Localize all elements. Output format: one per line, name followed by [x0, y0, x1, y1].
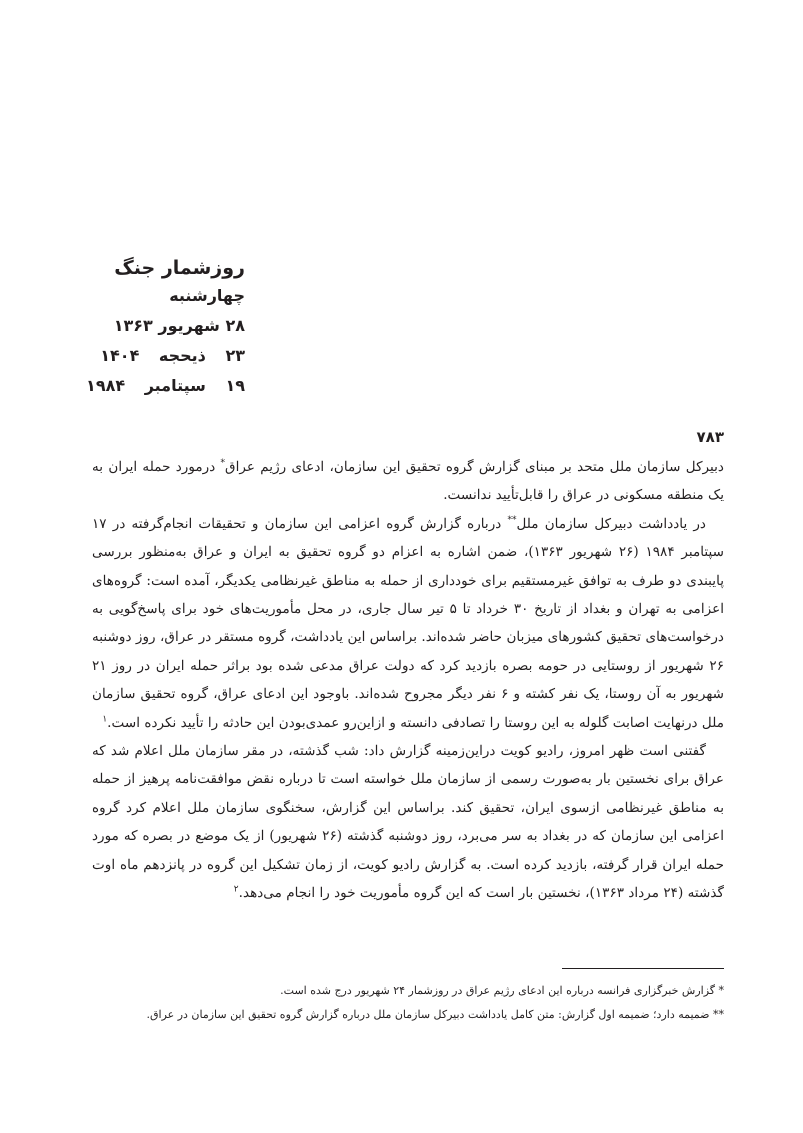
lunar-day: ۲۳: [225, 346, 245, 365]
solar-month: شهریور: [158, 316, 220, 335]
solar-date: [45, 311, 245, 341]
footnote: ** ضمیمه دارد؛ ضمیمه اول گزارش: متن کامل یادداشت دبیرکل سازمان ملل درباره گزارش گروه تحقیق این سازمان در عراق.: [146, 1008, 724, 1021]
footnote-marker: *: [220, 458, 226, 469]
date-header: [45, 255, 245, 401]
lunar-year: ۱۴۰۴: [100, 346, 140, 365]
lunar-date: [45, 341, 245, 371]
footnote-marker: **: [507, 515, 517, 526]
gregorian-month: سپتامبر: [144, 376, 206, 395]
weekday: چهارشنبه: [169, 286, 245, 305]
gregorian-year: ۱۹۸۴: [86, 376, 126, 395]
reference-marker: ۱: [102, 714, 108, 725]
paragraph: گفتنی است ظهر امروز، رادیو کویت دراین‌زمینه گزارش داد: شب گذشته، در مقر سازمان ملل اعلام شد که عراق برای نخستین بار به‌صورت رسمی از سازمان ملل خواسته است تا درباره نقض موافقت‌نامه پرهیز از حمله به مناطق غیرنظامی ازسوی ایران، تحقیق کند. براساس این گزارش، سخنگوی سازمان ملل اعلام کرد گروه اعزامی این سازمان که در بغداد به سر می‌برد، روز دوشنبه گذشته (۲۶ شهریور) از یک موضع در بصره که مورد حمله ایران قرار گرفته، بازدید کرده است. به گزارش رادیو کویت، از زمان تشکیل این گروه در پانزدهم ماه اوت گذشته (۲۴ مرداد ۱۳۶۳)، نخستین بار است که این گروه مأموریت خود را انجام می‌دهد.$^۲$: [92, 743, 724, 902]
solar-year: ۱۳۶۳: [113, 316, 153, 335]
paragraph: در یادداشت دبیرکل سازمان ملل** درباره گزارش گروه اعزامی این سازمان و تحقیقات انجام‌گرفته در ۱۷ سپتامبر ۱۹۸۴ (۲۶ شهریور ۱۳۶۳)، ضمن اشاره به اعزام دو گروه تحقیق به ایران و عراق به‌منظور بررسی پایبندی دو طرف به توافق غیرمستقیم برای خودداری از حمله به مناطق غیرنظامی یکدیگر، آمده است: گروه‌های اعزامی به تهران و بغداد از تاریخ ۳۰ خرداد تا ۵ تیر سال جاری، در محل مأموریت‌های خود برای پاسخ‌گویی به درخواست‌های تحقیق کشورهای میزبان حاضر شده‌اند. براساس این یادداشت، گروه مستقر در عراق، روز دوشنبه ۲۶ شهریور از روستایی در حومه بصره بازدید کرد که دولت عراق مدعی شده بود براثر حمله ایران در روز ۲۱ شهریور به آن روستا، یک نفر کشته و ۶ نفر دیگر مجروح شده‌اند. باوجود این ادعای عراق، گروه تحقیق سازمان ملل درنهایت اصابت گلوله به این روستا را تصادفی دانسته و ازاین‌رو عمدی‌بودن این حادثه را تأیید نکرده است.$^۱$: [92, 515, 724, 731]
gregorian-day: ۱۹: [225, 376, 245, 395]
footnote: * گزارش خبرگزاری فرانسه درباره این ادعای رژیم عراق در روزشمار ۲۴ شهریور درج شده است.: [280, 984, 724, 997]
book-title: روزشمار جنگ: [114, 257, 245, 279]
solar-day: ۲۸: [225, 316, 245, 335]
footnote-divider: [562, 968, 724, 969]
reference-marker: ۲: [233, 884, 239, 895]
paragraph: دبیرکل سازمان ملل متحد بر مبنای گزارش گروه تحقیق این سازمان، ادعای رژیم عراق* درمورد حمله ایران به یک منطقه مسکونی در عراق را قابل‌تأیید ندانست.: [92, 458, 724, 504]
gregorian-date: [45, 371, 245, 401]
entry-body: [92, 453, 724, 908]
entry-number: ۷۸۳: [696, 428, 724, 446]
lunar-month: ذیحجه: [158, 346, 206, 365]
footnotes: [92, 979, 724, 1027]
